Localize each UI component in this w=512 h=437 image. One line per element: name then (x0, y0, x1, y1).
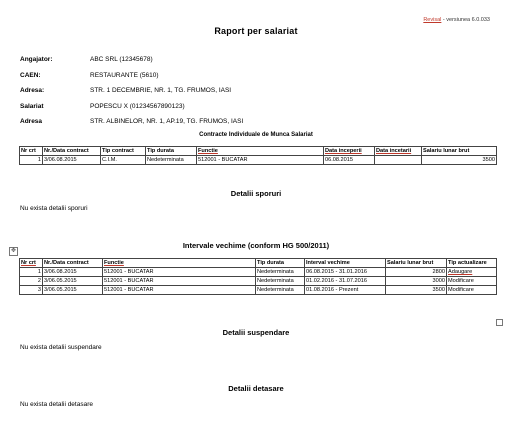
table-cell: 3/06.05.2015 (43, 277, 103, 286)
table-cell: 1 (20, 268, 43, 277)
employer-info (20, 56, 243, 134)
col-header: Tip contract (101, 147, 146, 156)
table-header-row (20, 259, 497, 268)
table-row (20, 286, 497, 295)
info-value: RESTAURANTE (5610) (90, 71, 159, 79)
table-cell: 512001 - BUCATAR (197, 156, 324, 165)
table-cell: 01.02.2016 - 31.07.2016 (305, 277, 386, 286)
table-cell: 06.08.2015 - 31.01.2016 (305, 268, 386, 277)
resize-handle-icon[interactable] (496, 319, 503, 326)
info-label: Adresa: (20, 87, 45, 94)
info-label: Angajator: (20, 56, 53, 63)
info-value: STR. 1 DECEMBRIE, NR. 1, TG. FRUMOS, IASI (90, 87, 232, 94)
table-cell: 3500 (422, 156, 497, 165)
table-cell-text: Adaugare (448, 269, 473, 275)
table-cell: 06.08.2015 (324, 156, 375, 165)
col-header (324, 147, 375, 156)
table-cell: Nedeterminata (256, 268, 305, 277)
info-value: STR. ALBINELOR, NR. 1, AP.19, TG. FRUMOS, IASI (90, 118, 244, 125)
col-header: Salariu lunar brut (422, 147, 497, 156)
info-label: Adresa (20, 118, 43, 125)
table-cell: 2800 (386, 268, 447, 277)
col-header-text: Functie (198, 148, 218, 154)
sporuri-text: Nu exista detalii sporuri (20, 205, 88, 212)
col-header: Interval vechime (305, 259, 386, 268)
col-header-text: Data incetarii (376, 148, 412, 154)
contracts-table (19, 146, 497, 165)
table-cell: 512001 - BUCATAR (103, 268, 256, 277)
table-cell: C.I.M. (101, 156, 146, 165)
detasare-heading (0, 384, 512, 393)
table-cell: 3/06.05.2015 (43, 286, 103, 295)
report-title: Raport per salariat (214, 26, 298, 36)
suspendare-heading: Detalii suspendare (222, 328, 290, 337)
table-cell (447, 268, 497, 277)
col-header-text: Data inceperii (325, 148, 362, 154)
table-cell: Modificare (447, 286, 497, 295)
info-value: ABC SRL (12345678) (90, 56, 153, 63)
table-cell: Nedeterminata (146, 156, 197, 165)
col-header (375, 147, 422, 156)
table-cell: 3000 (386, 277, 447, 286)
version-text: - versiunea 6.0.033 (441, 17, 490, 23)
col-header-text: Functie (104, 260, 124, 266)
suspendare-text: Nu exista detalii suspendare (20, 344, 102, 351)
col-header-text: Nr crt (21, 260, 36, 266)
vechime-heading: Intervale vechime (conform HG 500/2011) (182, 241, 330, 250)
col-header: Tip durata (146, 147, 197, 156)
col-header: Salariu lunar brut (386, 259, 447, 268)
table-row (20, 268, 497, 277)
contracts-heading: Contracte Individuale de Munca Salariat (199, 132, 313, 138)
col-header: Nr./Data contract (43, 147, 101, 156)
table-row (20, 156, 497, 165)
table-cell: Nedeterminata (256, 286, 305, 295)
col-header: Tip durata (256, 259, 305, 268)
col-header: Nr./Data contract (43, 259, 103, 268)
col-header: Tip actualizare (447, 259, 497, 268)
table-cell (375, 156, 422, 165)
info-row (20, 87, 243, 103)
table-cell: 3/06.08.2015 (43, 268, 103, 277)
table-cell: 512001 - BUCATAR (103, 286, 256, 295)
table-cell: 3500 (386, 286, 447, 295)
col-header (103, 259, 256, 268)
info-label: Salariat (20, 102, 44, 110)
table-cell: Nedeterminata (256, 277, 305, 286)
info-row (20, 103, 243, 119)
col-header (197, 147, 324, 156)
info-label: CAEN: (20, 71, 41, 79)
table-cell: 3 (20, 286, 43, 295)
vechime-table (19, 258, 497, 295)
info-value: POPESCU X (01234567890123) (90, 102, 185, 110)
table-cell: Modificare (447, 277, 497, 286)
table-cell: 2 (20, 277, 43, 286)
table-row (20, 277, 497, 286)
table-cell: 512001 - BUCATAR (103, 277, 256, 286)
table-cell: 1 (20, 156, 43, 165)
info-row (20, 72, 243, 88)
col-header: Nr crt (20, 147, 43, 156)
table-header-row (20, 147, 497, 156)
sporuri-heading: Detalii sporuri (230, 189, 282, 198)
col-header (20, 259, 43, 268)
detasare-heading-text: Detalii detasare (228, 384, 284, 393)
product-name: Revisal (423, 17, 442, 23)
info-row (20, 56, 243, 72)
detasare-text: Nu exista detalii detasare (20, 401, 93, 408)
table-cell: 01.08.2016 - Prezent (305, 286, 386, 295)
table-cell: 3/06.08.2015 (43, 156, 101, 165)
move-handle-icon[interactable]: ✥ (10, 248, 17, 254)
version-label (423, 17, 490, 23)
